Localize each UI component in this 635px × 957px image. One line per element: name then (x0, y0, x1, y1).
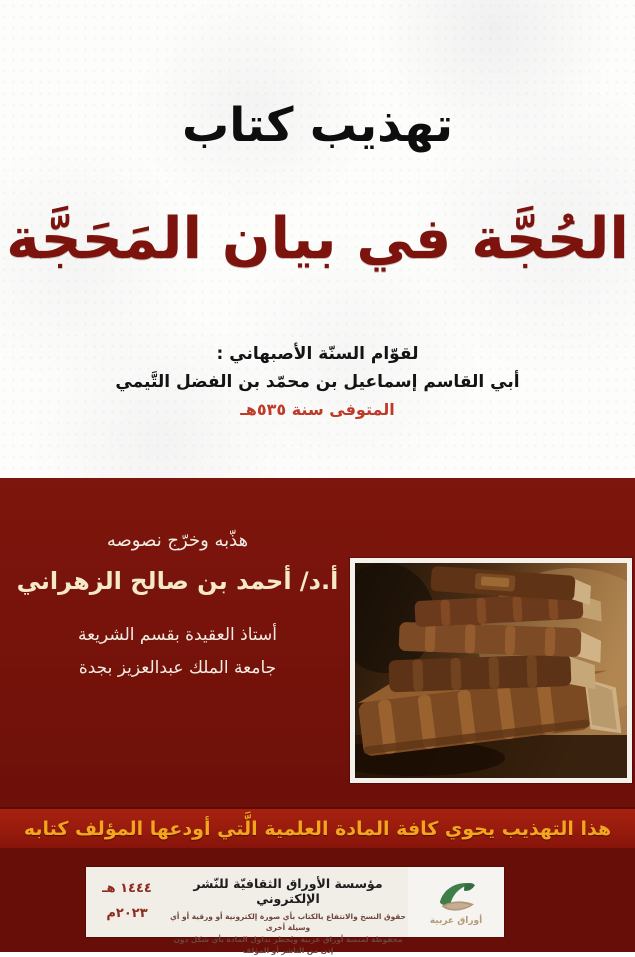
copyright-notice (168, 911, 408, 957)
publisher-strip (86, 867, 504, 956)
publisher-logo (408, 867, 504, 937)
author-name: أبي القاسم إسماعيل بن محمّد بن الفضل التَّيمي (115, 372, 520, 392)
author-death-note: المتوفى سنة ٥٣٥هـ (240, 400, 395, 419)
editor-intro: هذّبه وخرّج نصوصه (106, 530, 249, 551)
hijri-year: ١٤٤٤ هـ (102, 881, 152, 897)
book-main-title: الحُجَّة في بيان المَحَجَّة (6, 206, 629, 272)
copyright-line1: حقوق النسخ والانتفاع بالكتاب بأي صورة إلكترونية أو ورقية أو أي وسيلة أخرى (170, 912, 406, 933)
top-section (0, 0, 635, 478)
awraq-arabia-logo-icon (433, 879, 479, 915)
editor-block (10, 530, 345, 685)
gregorian-year: ٢٠٢٣م (106, 906, 148, 921)
tagline-text: هذا التهذيب يحوي كافة المادة العلمية الَّتي أودعها المؤلف كتابه (23, 817, 612, 840)
editor-title-line2: جامعة الملك عبدالعزيز بجدة (78, 658, 277, 679)
editor-titles (10, 619, 345, 685)
publication-dates (86, 867, 168, 937)
publisher-info (168, 867, 408, 956)
books-photo (350, 558, 632, 783)
stack-of-books-icon (355, 563, 627, 778)
publisher-logo-label: أوراق عربية (429, 915, 483, 926)
author-intro: لقوّام السنّة الأصبهاني : (216, 344, 419, 364)
copyright-line2: محفوظة لمنصة أوراق عربية ويُحظر تداول المادة بأي شكل دون إذن من الناشر أو المؤلف (173, 934, 403, 956)
editor-title-line1: أستاذ العقيدة بقسم الشريعة (77, 625, 278, 645)
publisher-name: مؤسسة الأوراق الثقافيّة للنّشر الإلكتروني (193, 876, 383, 906)
editor-name: أ.د/ أحمد بن صالح الزهراني (16, 567, 339, 595)
series-title: تهذيب كتاب (182, 98, 453, 153)
tagline-banner (0, 807, 635, 848)
author-block (0, 344, 635, 419)
